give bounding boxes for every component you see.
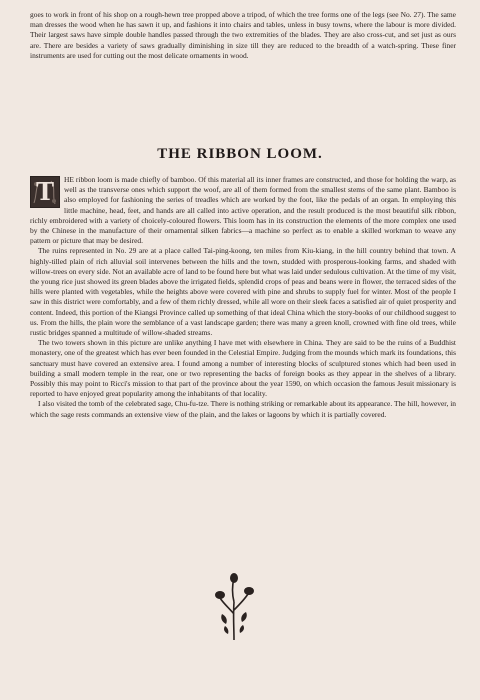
paragraph-4: I also visited the tomb of the celebrated sage, Chu-fu-tze. There is nothing striking or remarkable about its appearance. The hill, however, in which the sage rests commands an extensive view of the plain, and the lakes or lagoons by which it is partially covered. <box>30 399 456 419</box>
section-body <box>30 175 456 420</box>
continuation-paragraph: goes to work in front of his shop on a rough-hewn tree propped above a tripod, of which the tree forms one of the legs (see No. 27). The same man dresses the wood when he has sawn it up, and fashions it into chairs and tables, unless in busy towns, where the labour is more divided. Their largest saws have simple double handles passed through the two extremities of the blades. They are also cross-cut, and set just as ours are. There are besides a variety of saws gradually diminishing in size till they are reduced to the breadth of a watch-spring. These finer instruments are used for cutting out the most delicate ornaments in wood. <box>30 10 456 60</box>
paragraph-1-text: HE ribbon loom is made chiefly of bamboo. Of this material all its inner frames are constructed, and those for holding the warp, as well as the transverse ones which support the woof, are all of them formed from the smallest stems of the same plant. Bamboo is also employed for fashioning the series of treadles which are worked by the foot, like the pedals of an organ. In employing this little machine, head, feet, and hands are all called into active operation, and the result produced is the most beautiful silk ribbon, richly embroidered with a variety of choicely-coloured flowers. This loom has in its construction the elements of the more complex one used by the Chinese in the manufacture of their ornamental silken fabrics—a machine so perfect as to enable a skilled workman to weave any pattern or picture that may be desired. <box>30 175 456 246</box>
paragraph-3: The two towers shown in this picture are unlike anything I have met with elsewhere in China. They are said to be the ruins of a Buddhist monastery, one of the greatest which has ever been founded in the Celestial Empire. Judging from the mounds which mark its foundations, this sanctuary must have covered an extensive area. I found among a number of interesting blocks of sculptured stones which had been used in building a small modern temple in the rear, one or two representing the backs of foreign books as they appear in the shelves of a library. Possibly this may point to Ricci's mission to that part of the province about the year 1590, on which occasion the famous Jesuit missionary is reported to have enjoyed great popularity among the inhabitants of that locality. <box>30 338 456 399</box>
paragraph-2: The ruins represented in No. 29 are at a place called Tai-ping-koong, ten miles from Kiu-kiang, in the hill country behind that town. A highly-tilled plain of rich alluvial soil intervenes between the hills and the town, studded with prosperous-looking farms, and shaded with willow-trees on every side. Not an available acre of land to be found here but what was laid under sedulous cultivation. At the time of my visit, the young rice just showed its green blades above the irrigated fields, splendid crops of peas and beans were in flower, the terraced sides of the hills were planted with vegetables, while the heights above were covered with pine and shrubs to supply fuel for winter. Most of the people I saw in this district were comfortably, and a few of them richly dressed, while all wore on their sleek faces a satisfied air of quiet prosperity and content. Indeed, this portion of the Kiangsi Province called up something of that ideal China which the story-books of our childhood suggest to us. From the hills, the plain wore the semblance of a vast landscape garden; there was many a green knoll, crowned with fine old trees, while rustic bridges spanned a multitude of willow-shaded streams. <box>30 246 456 338</box>
drop-cap-initial <box>30 176 60 208</box>
drop-cap-letter: T <box>36 176 54 206</box>
floral-sprig-icon <box>212 572 256 642</box>
section-title: THE RIBBON LOOM. <box>157 146 323 162</box>
paragraph-1 <box>30 175 456 246</box>
